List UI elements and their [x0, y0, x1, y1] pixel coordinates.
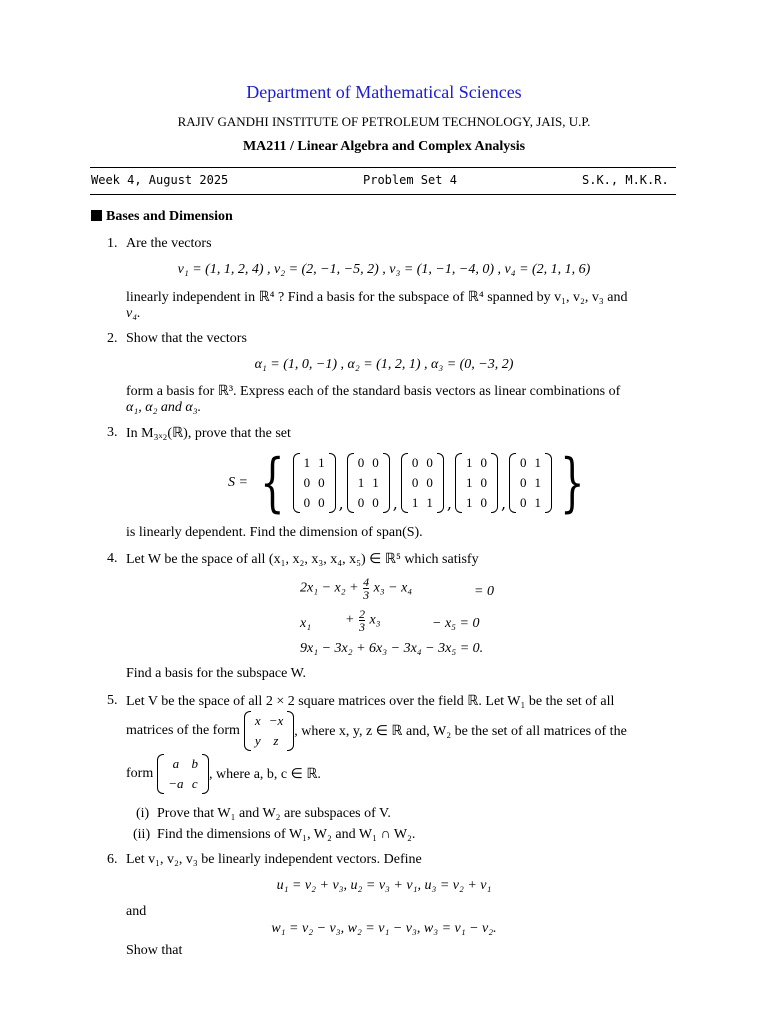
problem-1-number: 1. — [107, 236, 118, 251]
comma-separator: , — [338, 494, 344, 513]
problem-1-text: linearly independent in ℝ⁴ ? Find a basis for the subspace of ℝ⁴ spanned by v₁, v₂, v₃ and — [126, 290, 628, 305]
matrix-entry: 0 — [372, 455, 379, 470]
matrix-entry: 0 — [480, 495, 487, 510]
problem-6-u-defs: u₁ = v₂ + v₃, u₂ = v₃ + v₁, u₃ = v₂ + v₁ — [276, 878, 492, 893]
problem-5-number: 5. — [107, 693, 118, 708]
matrix-entry: z — [273, 733, 279, 748]
matrix-3 — [401, 453, 444, 513]
matrix-entry: 0 — [520, 455, 527, 470]
matrix-entry: x — [254, 713, 261, 728]
matrix-entry: a — [172, 756, 180, 771]
eq2-rhs: − x₅ = 0 — [432, 616, 480, 631]
right-brace-icon: } — [560, 446, 585, 520]
problem-2-intro: Show that the vectors — [126, 331, 247, 346]
matrix-4 — [455, 453, 498, 513]
section-heading — [91, 209, 233, 225]
matrix-entry: 0 — [372, 495, 379, 510]
matrix-entry: 0 — [318, 495, 325, 510]
problem-5-form-label: matrices of the form — [126, 723, 240, 738]
matrix-set — [228, 446, 593, 520]
problem-6-and: and — [126, 904, 147, 919]
problem-2-text: form a basis for ℝ³. Express each of the standard basis vectors as linear combinations of — [126, 384, 621, 399]
matrix-entry: y — [254, 733, 261, 748]
matrix-entry: 1 — [534, 475, 542, 490]
matrix-list — [293, 453, 552, 513]
matrix-entry: 0 — [303, 475, 311, 490]
matrix-entry: 0 — [411, 455, 419, 470]
problem-5-form-label-2: form — [126, 766, 154, 781]
fraction-numerator: 4 — [363, 575, 370, 589]
problem-5-text: Let V be the space of all 2 × 2 square matrices over the field ℝ. Let W₁ be the set of all — [126, 694, 615, 709]
top-rule — [90, 167, 676, 168]
matrix-entry: 1 — [465, 495, 473, 510]
problem-2-text-cont: α₁, α₂ and α₃. — [126, 400, 202, 415]
matrix-entry: 0 — [411, 475, 419, 490]
matrix-entry: 0 — [426, 475, 433, 490]
comma-separator: , — [392, 494, 398, 513]
matrix-w1 — [244, 711, 294, 751]
matrix-entry: 1 — [411, 495, 419, 510]
fraction-2-3 — [359, 608, 365, 633]
matrix-entry: 1 — [303, 455, 311, 470]
matrix-entry: 0 — [480, 475, 487, 490]
department-title: Department of Mathematical Sciences — [246, 82, 522, 102]
matrix-entry: −x — [268, 713, 284, 728]
subpart-ii-label: (ii) — [133, 827, 151, 842]
problem-1-text-cont: v₄. — [126, 306, 141, 321]
subpart-ii: Find the dimensions of W₁, W₂ and W₁ ∩ W₂. — [157, 827, 416, 842]
fraction-4-3 — [363, 576, 369, 601]
bottom-rule — [90, 194, 676, 195]
comma-separator: , — [500, 494, 507, 513]
problem-5-w1-desc: , where x, y, z ∈ ℝ and, W₂ be the set of all matrices of the — [294, 723, 627, 739]
problem-5-line-2 — [126, 711, 627, 751]
subpart-i: Prove that W₁ and W₂ are subspaces of V. — [157, 806, 391, 821]
set-label: S = — [228, 475, 248, 490]
course-title: MA211 / Linear Algebra and Complex Analysis — [242, 139, 526, 154]
matrix-entry: 0 — [357, 455, 365, 470]
matrix-2 — [347, 453, 390, 513]
matrix-entry: 0 — [426, 455, 433, 470]
matrix-w2 — [157, 754, 209, 794]
matrix-entry: 1 — [465, 455, 473, 470]
problem-set-label: Problem Set 4 — [363, 173, 457, 187]
square-bullet-icon — [91, 210, 102, 221]
problem-3-intro: In M₃ₓ₂(ℝ), prove that the set — [126, 426, 291, 441]
problem-2-vectors: α₁ = (1, 0, −1) , α₂ = (1, 2, 1) , α₃ = (0, −3, 2) — [254, 357, 514, 372]
matrix-entry: 1 — [426, 495, 433, 510]
eq2-x1: x₁ — [300, 616, 312, 631]
matrix-entry: 1 — [357, 475, 365, 490]
matrix-entry: 0 — [318, 475, 325, 490]
equation-3: 9x₁ − 3x₂ + 6x₃ − 3x₄ − 3x₅ = 0. — [300, 641, 484, 656]
matrix-entry: 1 — [465, 475, 473, 490]
problem-6-w-defs: w₁ = v₂ − v₃, w₂ = v₁ − v₃, w₃ = v₁ − v₂. — [271, 921, 497, 936]
left-brace-icon: { — [260, 446, 285, 520]
fraction-denominator: 3 — [363, 588, 370, 602]
matrix-entry: 1 — [534, 495, 542, 510]
problem-2-number: 2. — [107, 331, 118, 346]
eq1-rhs: = 0 — [474, 584, 494, 599]
matrix-5 — [509, 453, 552, 513]
problem-3-text: is linearly dependent. Find the dimension of span(S). — [126, 525, 423, 540]
equation-2 — [345, 608, 381, 633]
problem-4-number: 4. — [107, 551, 118, 566]
matrix-entry: c — [191, 776, 198, 791]
problem-6-text: Show that — [126, 943, 183, 958]
matrix-entry: −a — [168, 776, 184, 791]
problem-5-line-3 — [126, 754, 321, 794]
fraction-denominator: 3 — [358, 620, 365, 634]
subpart-i-label: (i) — [136, 806, 150, 821]
matrix-entry: 0 — [520, 495, 527, 510]
problem-1-intro: Are the vectors — [126, 236, 212, 251]
eq1-left: 2x₁ − x₂ + — [300, 580, 359, 596]
matrix-1 — [293, 453, 336, 513]
week-label: Week 4, August 2025 — [91, 173, 229, 187]
eq2-plus: + — [345, 612, 355, 628]
comma-separator: , — [446, 494, 452, 513]
matrix-entry: 0 — [357, 495, 365, 510]
problem-6-number: 6. — [107, 852, 118, 867]
problem-4-text: Find a basis for the subspace W. — [126, 666, 307, 681]
matrix-entry: 1 — [318, 455, 325, 470]
problem-3-number: 3. — [107, 425, 118, 440]
problem-5-w2-desc: , where a, b, c ∈ ℝ. — [209, 766, 321, 782]
matrix-entry: 1 — [372, 475, 379, 490]
eq1-mid: x₃ − x₄ — [373, 580, 413, 596]
fraction-numerator: 2 — [358, 607, 365, 621]
matrix-entry: b — [191, 756, 198, 771]
eq2-x3: x₃ — [369, 612, 381, 628]
problem-1-vectors: v₁ = (1, 1, 2, 4) , v₂ = (2, −1, −5, 2) , v₃ = (1, −1, −4, 0) , v₄ = (2, 1, 1, 6) — [177, 262, 591, 277]
matrix-entry: 1 — [534, 455, 542, 470]
equation-1 — [300, 576, 412, 601]
problem-4-intro: Let W be the space of all (x₁, x₂, x₃, x₄, x₅) ∈ ℝ⁵ which satisfy — [126, 552, 479, 567]
matrix-entry: 0 — [303, 495, 311, 510]
authors-label: S.K., M.K.R. — [582, 173, 669, 187]
matrix-entry: 0 — [520, 475, 527, 490]
problem-6-intro: Let v₁, v₂, v₃ be linearly independent vectors. Define — [126, 852, 422, 867]
institute-name: RAJIV GANDHI INSTITUTE OF PETROLEUM TECHNOLOGY, JAIS, U.P. — [177, 114, 591, 129]
matrix-entry: 0 — [480, 455, 487, 470]
section-title: Bases and Dimension — [106, 209, 233, 224]
